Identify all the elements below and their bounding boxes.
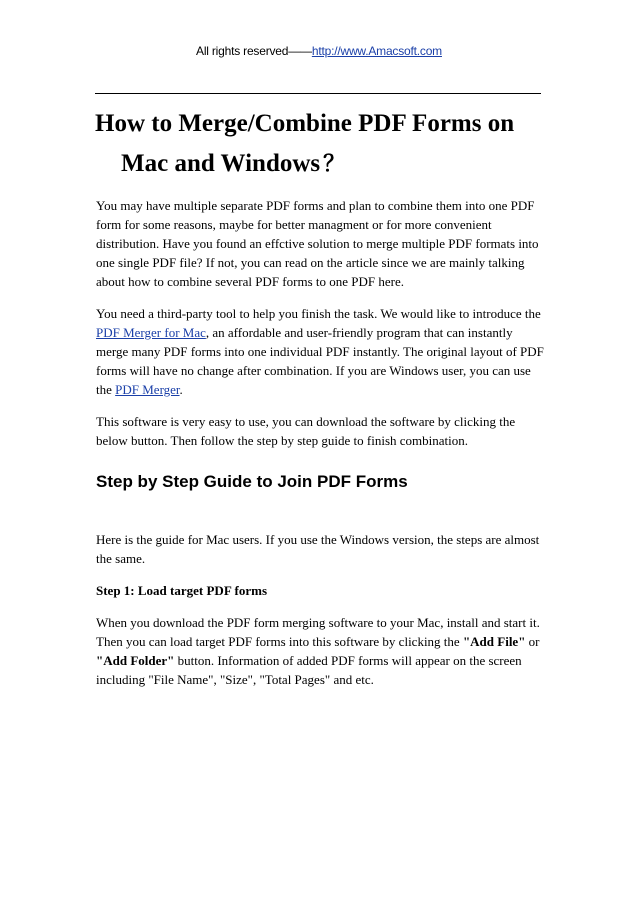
- pdf-merger-mac-link[interactable]: PDF Merger for Mac: [96, 325, 206, 340]
- tool-text-1: You need a third-party tool to help you finish the task. We would like to introduce the: [96, 306, 541, 321]
- tool-text-3: .: [179, 382, 183, 397]
- step-1-heading: Step 1: Load target PDF forms: [96, 583, 268, 598]
- section-heading: Step by Step Guide to Join PDF Forms: [96, 472, 408, 491]
- article-body: [96, 196, 546, 702]
- guide-paragraph: Here is the guide for Mac users. If you use the Windows version, the steps are almost the same.: [96, 532, 540, 566]
- page-title: [95, 104, 545, 185]
- step-1-text-2: or: [525, 634, 540, 649]
- pdf-merger-link[interactable]: PDF Merger: [115, 382, 180, 397]
- question-mark: ？: [323, 152, 346, 177]
- header-url-link[interactable]: http://www.Amacsoft.com: [311, 44, 442, 58]
- step-1-paragraph: [96, 613, 546, 689]
- step-1-text-3: button. Information of added PDF forms will appear on the screen including "File Name", "Size", "Total Pages" and etc.: [96, 653, 522, 687]
- download-paragraph: This software is very easy to use, you can download the software by clicking the below button. Then follow the step by step guide to finish combination.: [96, 414, 516, 448]
- step-1-text-1: When you download the PDF form merging software to your Mac, install and start it. Then you can load target PDF forms into this software by clicking the: [96, 615, 540, 649]
- header-rule: [95, 93, 541, 94]
- title-line-2-text: Mac and Windows: [121, 150, 321, 177]
- intro-paragraph: You may have multiple separate PDF forms and plan to combine them into one PDF form for some reasons, maybe for better managment or for more convenient distribution. Have you found an effctive solution to merge multiple PDF formats into one single PDF file? If not, you can read on the article since we are mainly talking about how to combine several PDF forms to one PDF here.: [96, 198, 539, 289]
- tool-paragraph: [96, 304, 546, 399]
- title-line-2: [95, 144, 545, 185]
- rights-text: All rights reserved——: [196, 44, 312, 58]
- add-folder-label: "Add Folder": [96, 653, 175, 668]
- title-line-1: How to Merge/Combine PDF Forms on: [95, 110, 515, 137]
- add-file-label: "Add File": [462, 634, 526, 649]
- tool-text-2: , an affordable and user-friendly program that can instantly merge many PDF forms into one individual PDF instantly. The original layout of PDF forms will have no change after combination. If you are Windows user, you can use the: [96, 325, 544, 397]
- page-header: [0, 44, 638, 58]
